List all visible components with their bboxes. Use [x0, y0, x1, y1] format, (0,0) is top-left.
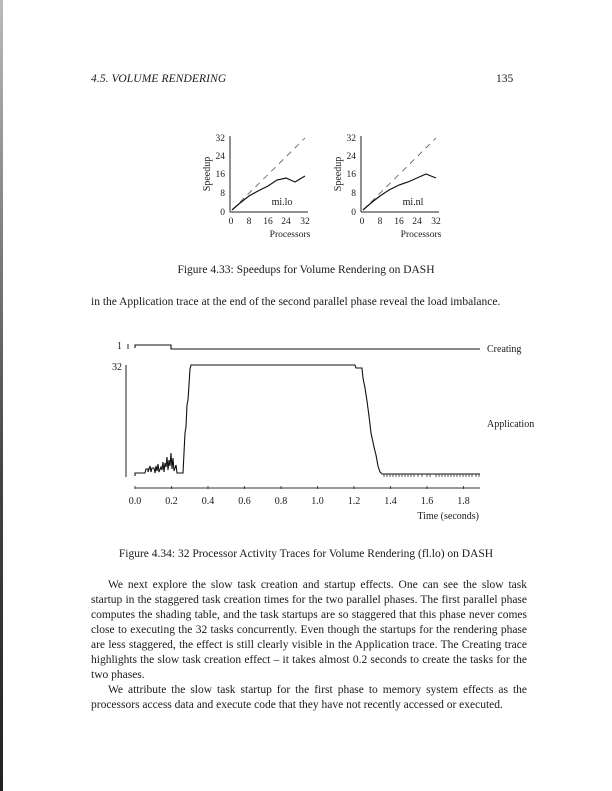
- x-axis-label: Time (seconds): [417, 511, 479, 522]
- speedup-panel-mi-lo: [202, 134, 311, 240]
- x-tick: 24: [281, 217, 291, 227]
- y-tick: 16: [346, 170, 356, 180]
- y-tick: 24: [215, 152, 225, 162]
- creating-trace-line: [135, 345, 480, 349]
- x-tick: 16: [394, 217, 404, 227]
- creating-max-label: 1: [117, 341, 122, 352]
- y-tick: 32: [215, 134, 225, 144]
- page-number: 135: [496, 73, 514, 85]
- speedup-curve-mi-nl: [363, 174, 436, 210]
- creating-label: Creating: [487, 344, 522, 355]
- y-axis-label: Speedup: [333, 156, 344, 192]
- y-tick: 8: [351, 189, 356, 199]
- panel-label: mi.nl: [402, 197, 424, 208]
- continuation-text: in the Application trace at the end of the second parallel phase reveal the load imbalance.: [91, 296, 501, 308]
- y-tick: 0: [220, 208, 225, 218]
- y-tick: 0: [351, 208, 356, 218]
- x-tick: 32: [300, 217, 310, 227]
- y-tick: 24: [346, 152, 356, 162]
- figure-4-33-caption: Figure 4.33: Speedups for Volume Rendering on DASH: [177, 264, 435, 276]
- x-tick: 0.0: [128, 496, 142, 507]
- x-tick: 24: [412, 217, 422, 227]
- y-tick: 16: [215, 170, 225, 180]
- x-tick: 0.6: [238, 496, 251, 507]
- x-axis-label: Processors: [400, 230, 442, 240]
- paragraph-2: We attribute the slow task startup for the first phase to memory system effects as the processors access data and execute code that they have not recently accessed or executed.: [91, 684, 527, 711]
- running-head: 4.5. VOLUME RENDERING: [91, 73, 227, 85]
- x-tick: 0.4: [201, 496, 215, 507]
- application-trace: [112, 362, 534, 477]
- x-tick: 16: [263, 217, 273, 227]
- x-tick: 8: [246, 217, 252, 227]
- application-max-label: 32: [112, 362, 122, 373]
- speedup-curve-mi-lo: [232, 176, 305, 210]
- x-tick: 1.4: [384, 496, 397, 507]
- figure-4-34-caption: Figure 4.34: 32 Processor Activity Traces for Volume Rendering (fl.lo) on DASH: [118, 548, 494, 560]
- application-label: Application: [487, 419, 535, 430]
- x-tick: 0.8: [274, 496, 288, 507]
- y-tick: 8: [220, 189, 225, 199]
- y-axis-label: Speedup: [202, 156, 213, 192]
- speedup-panel-mi-nl: [333, 134, 442, 240]
- figure-4-33-speedup-charts: [190, 128, 460, 248]
- x-tick: 1.8: [457, 496, 470, 507]
- x-tick: 0.2: [165, 496, 178, 507]
- paragraph-1: We next explore the slow task creation and startup effects. One can see the slow task startup in the staggered task creation times for the two parallel phases. The first parallel phase computes the shading table, and the task startups are so staggered that this phase never comes close to executing the 32 tasks concurrently. Even though the startups for the rendering phase are less staggered, the effect is still clearly visible in the Application trace. The Creating trace highlights the slow task creation effect – it takes almost 0.2 seconds to create the tasks for the two phases.: [91, 579, 528, 681]
- time-axis: [129, 486, 480, 522]
- x-axis-label: Processors: [269, 230, 311, 240]
- body-text: [91, 578, 527, 713]
- application-trace-line: [135, 365, 480, 476]
- page-edge-shadow: [0, 0, 3, 791]
- x-tick: 1.2: [347, 496, 361, 507]
- creating-trace: [117, 341, 521, 355]
- panel-label: mi.lo: [271, 197, 293, 208]
- x-tick: 0: [359, 217, 365, 227]
- x-tick: 8: [377, 217, 383, 227]
- x-tick: 1.6: [420, 496, 434, 507]
- figure-4-34-activity-traces: [100, 335, 550, 525]
- ideal-speedup-line: [232, 138, 305, 210]
- x-tick: 0: [228, 217, 234, 227]
- x-tick: 32: [431, 217, 441, 227]
- x-tick: 1.0: [311, 496, 324, 507]
- y-tick: 32: [346, 134, 356, 144]
